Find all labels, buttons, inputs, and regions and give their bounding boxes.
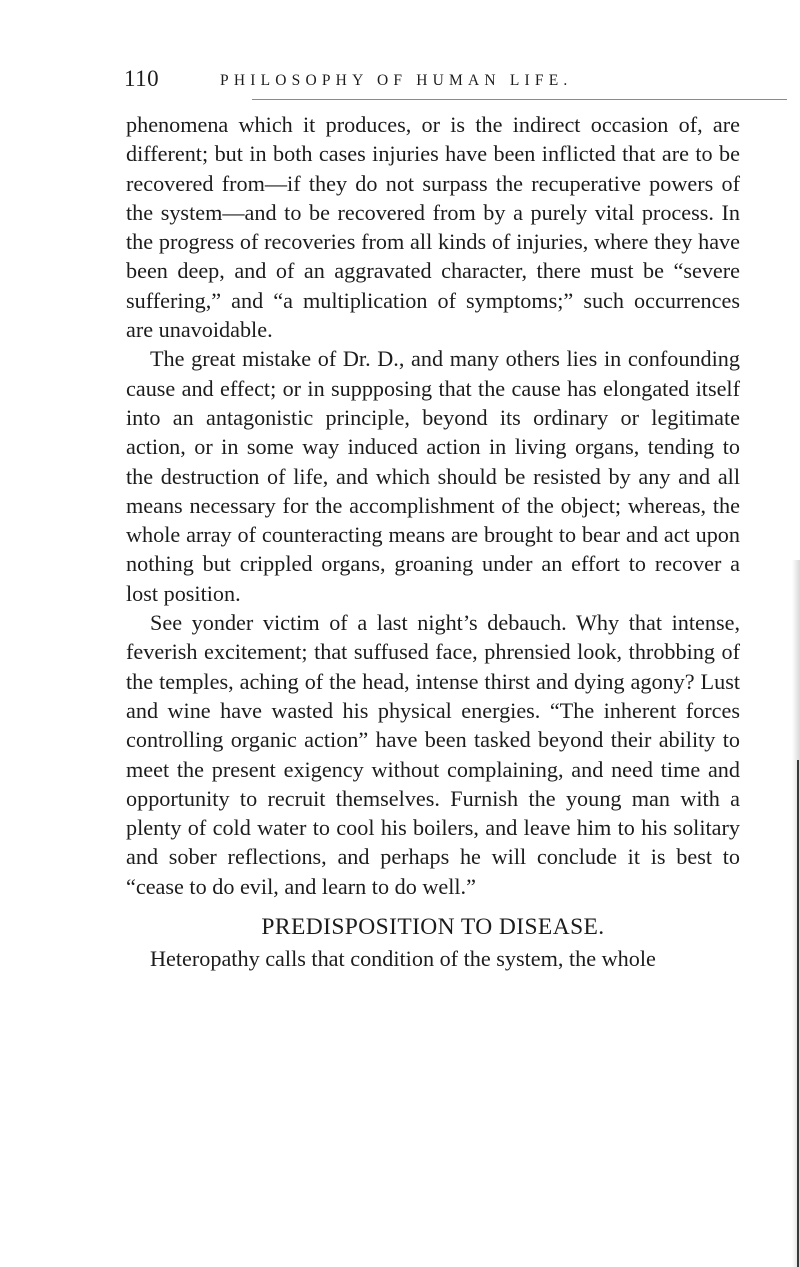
body-text	[126, 110, 740, 973]
header-rule	[252, 99, 787, 100]
running-head: PHILOSOPHY OF HUMAN LIFE.	[220, 72, 573, 89]
paragraph: The great mistake of Dr. D., and many others lies in confounding cause and effect; or in suppposing that the cause has elongated itself into an antagonistic principle, beyond its ordinary or legitimate action, or in some way induced action in living organs, tending to the destruction of life, and which should be resisted by any and all means necessary for the accomplishment of the object; whereas, the whole array of counteracting means are brought to bear and act upon nothing but crippled organs, groaning under an effort to recover a lost position.	[126, 346, 740, 606]
paragraph-continued: phenomena which it produces, or is the indirect occasion of, are different; but in both cases injuries have been inflicted that are to be recovered from—if they do not surpass the recuperative powers of the system—and to be recovered from by a purely vital process. In the progress of recoveries from all kinds of injuries, where they have been deep, and of an aggravated character, there must be “severe suffering,” and “a multiplication of symptoms;” such occurrences are unavoidable.	[126, 112, 740, 343]
page-edge-line	[797, 760, 799, 1267]
section-heading: PREDISPOSITION TO DISEASE.	[261, 914, 605, 941]
section-first-paragraph: Heteropathy calls that condition of the system, the whole	[150, 946, 656, 972]
paragraph: See yonder victim of a last night’s debauch. Why that intense, feverish excitement; that suffused face, phrensied look, throbbing of the temples, aching of the head, intense thirst and dying agony? Lust and wine have wasted his physical energies. “The inherent forces controlling organic action” have been tasked beyond their ability to meet the present exigency without complaining, and need time and opportunity to recruit themselves. Furnish the young man with a plenty of cold water to cool his boilers, and leave him to his solitary and sober reflections, and perhaps he will conclude it is best to “cease to do evil, and learn to do well.”	[126, 610, 740, 899]
page-number: 110	[124, 66, 160, 91]
